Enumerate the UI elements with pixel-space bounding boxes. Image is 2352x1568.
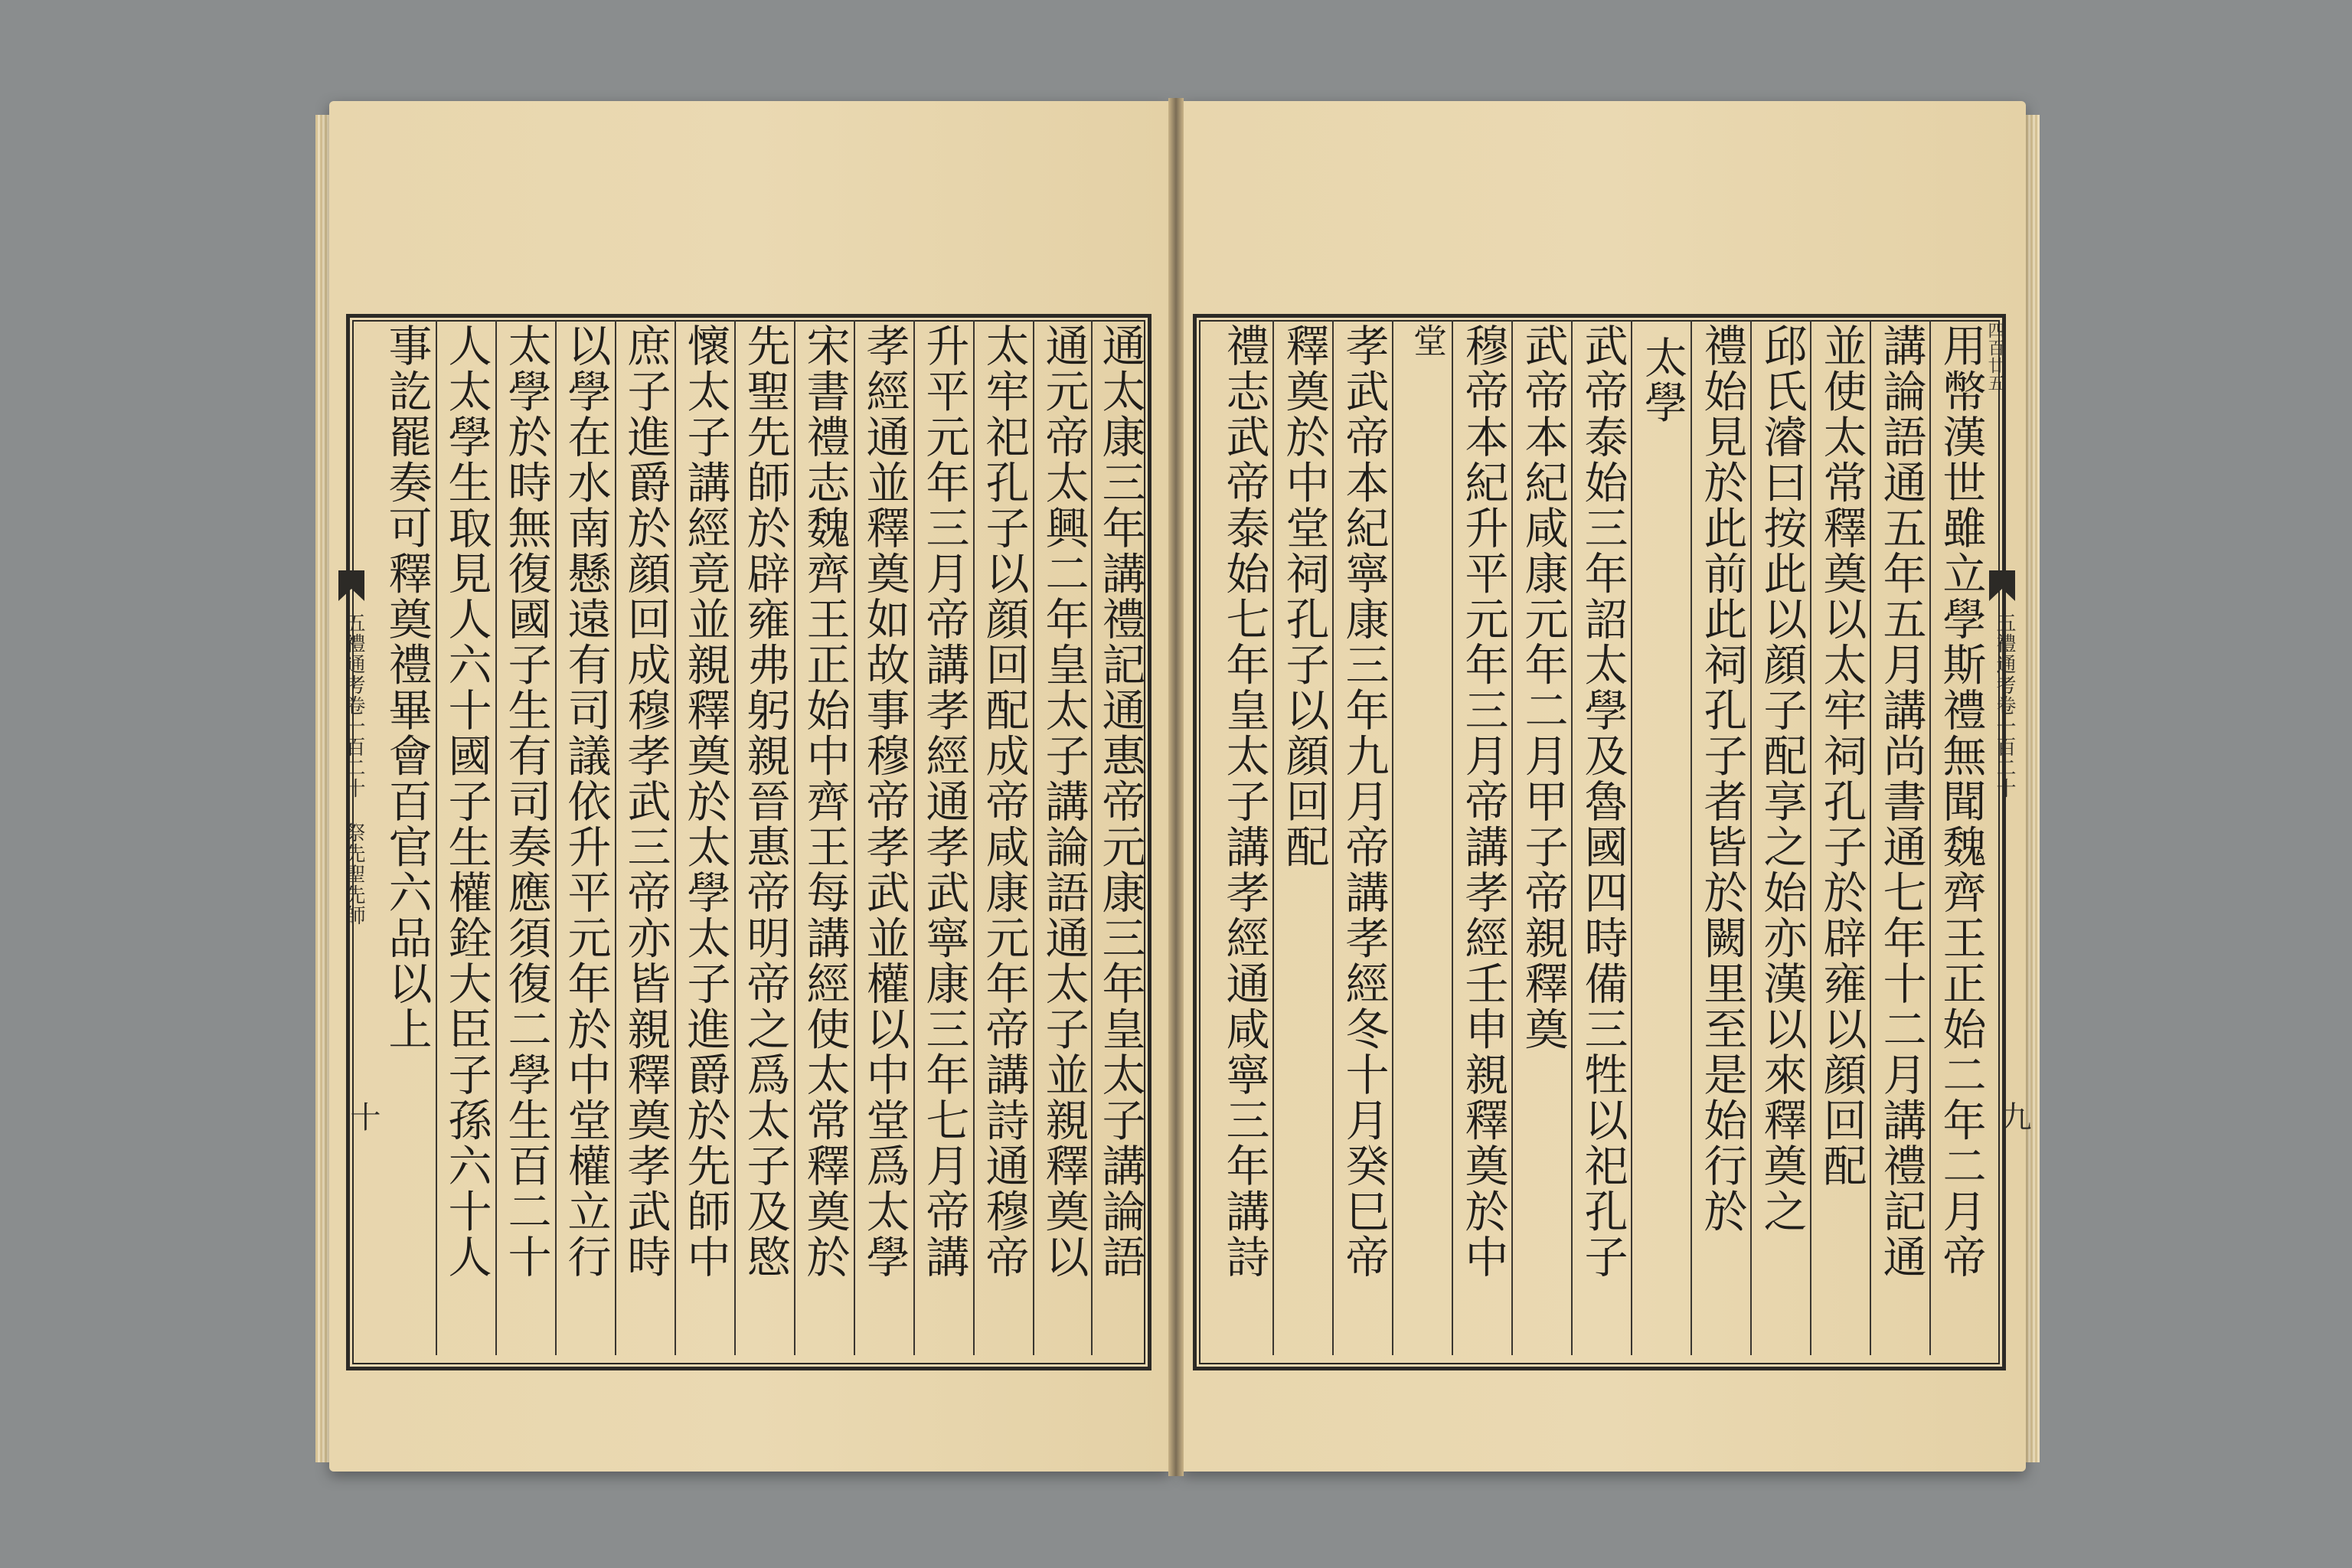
right-column-rule	[1452, 320, 1453, 1355]
left-column-13: 通太康三年講禮記通惠帝元康三年皇太子講論語	[1095, 323, 1145, 1280]
left-column-rule	[1033, 320, 1034, 1355]
left-column-3: 太學於時無復國子生有司奏應須復二學生百二十	[501, 323, 551, 1280]
right-column-rule	[1571, 320, 1573, 1355]
right-column-3: 並使太常釋奠以太牢祠孔子於辟雍以顔回配	[1816, 323, 1867, 1189]
right-fold-margin-text: 五禮通考卷一百二十	[1993, 612, 2016, 799]
right-column-12: 釋奠於中堂祠孔子以顔回配	[1279, 323, 1329, 870]
right-column-9: 穆帝本紀升平元年三月帝講孝經壬申親釋奠於中	[1458, 323, 1508, 1280]
left-column-rule	[436, 320, 437, 1355]
left-fold-margin-text: 五禮通考卷一百二十 祭先聖先師	[342, 612, 365, 926]
right-column-rule	[1272, 320, 1274, 1355]
left-column-rule	[495, 320, 497, 1355]
right-column-1: 用幣漢世雖立學斯禮無聞魏齊王正始二年二月帝	[1936, 323, 1986, 1280]
left-fold-number: 十	[345, 1101, 381, 1132]
left-column-rule	[1091, 320, 1093, 1355]
right-column-2: 講論語通五年五月講尚書通七年十二月講禮記通	[1876, 323, 1926, 1280]
right-column-rule	[1690, 320, 1692, 1355]
left-column-11: 太牢祀孔子以顔回配成帝咸康元年帝講詩通穆帝	[978, 323, 1029, 1280]
right-column-rule	[1870, 320, 1871, 1355]
left-column-10: 升平元年三月帝講孝經通孝武寧康三年七月帝講	[919, 323, 969, 1280]
left-column-rule	[973, 320, 975, 1355]
left-column-7: 先聖先師於辟雍弗躬親晉惠帝明帝之爲太子及愍	[740, 323, 790, 1280]
right-column-8: 武帝本紀咸康元年二月甲子帝親釋奠	[1517, 323, 1568, 1052]
left-column-rule	[615, 320, 616, 1355]
right-column-6-heading: 太學	[1638, 335, 1687, 425]
right-column-13: 禮志武帝泰始七年皇太子講孝經通咸寧三年講詩	[1219, 323, 1269, 1280]
left-column-5: 庶子進爵於顔回成穆孝武三帝亦皆親釋奠孝武時	[620, 323, 671, 1280]
right-column-5: 禮始見於此前此祠孔子者皆於闕里至是始行於	[1697, 323, 1747, 1234]
right-column-rule	[1631, 320, 1632, 1355]
left-column-rule	[734, 320, 736, 1355]
left-column-rule	[794, 320, 795, 1355]
right-column-7: 武帝泰始三年詔太學及魯國四時備三牲以祀孔子	[1577, 323, 1628, 1280]
left-column-4: 以學在水南懸遠有司議依升平元年於中堂權立行	[560, 323, 611, 1280]
right-column-rule	[1392, 320, 1393, 1355]
right-column-11: 孝武帝本紀寧康三年九月帝講孝經冬十月癸巳帝	[1338, 323, 1389, 1280]
right-column-rule	[1810, 320, 1811, 1355]
left-column-8: 宋書禮志魏齊王正始中齊王每講經使太常釋奠於	[799, 323, 850, 1280]
left-column-rule	[854, 320, 855, 1355]
right-column-rule	[1511, 320, 1513, 1355]
left-column-1: 事訖罷奏可釋奠禮畢會百官六品以上	[381, 323, 432, 1052]
left-column-9: 孝經通並釋奠如故事穆帝孝武並權以中堂爲太學	[859, 323, 910, 1280]
right-column-10: 堂	[1407, 323, 1446, 366]
book-gutter	[1168, 98, 1184, 1476]
right-column-4: 邱氏濬曰按此以顔子配享之始亦漢以來釋奠之	[1756, 323, 1807, 1234]
left-column-rule	[913, 320, 915, 1355]
right-fold-number: 九	[1996, 1101, 2031, 1132]
left-column-2: 人太學生取見人六十國子生權銓大臣子孫六十人	[441, 323, 492, 1280]
right-column-rule	[1750, 320, 1752, 1355]
right-column-rule	[1929, 320, 1931, 1355]
right-column-rule	[1332, 320, 1334, 1355]
left-column-rule	[555, 320, 557, 1355]
left-column-12: 通元帝太興二年皇太子講論語通太子並親釋奠以	[1038, 323, 1089, 1280]
left-column-rule	[675, 320, 676, 1355]
right-corner-note: 四百廿五	[1985, 322, 2004, 392]
left-column-6: 懷太子講經竟並親釋奠於太學太子進爵於先師中	[680, 323, 730, 1280]
